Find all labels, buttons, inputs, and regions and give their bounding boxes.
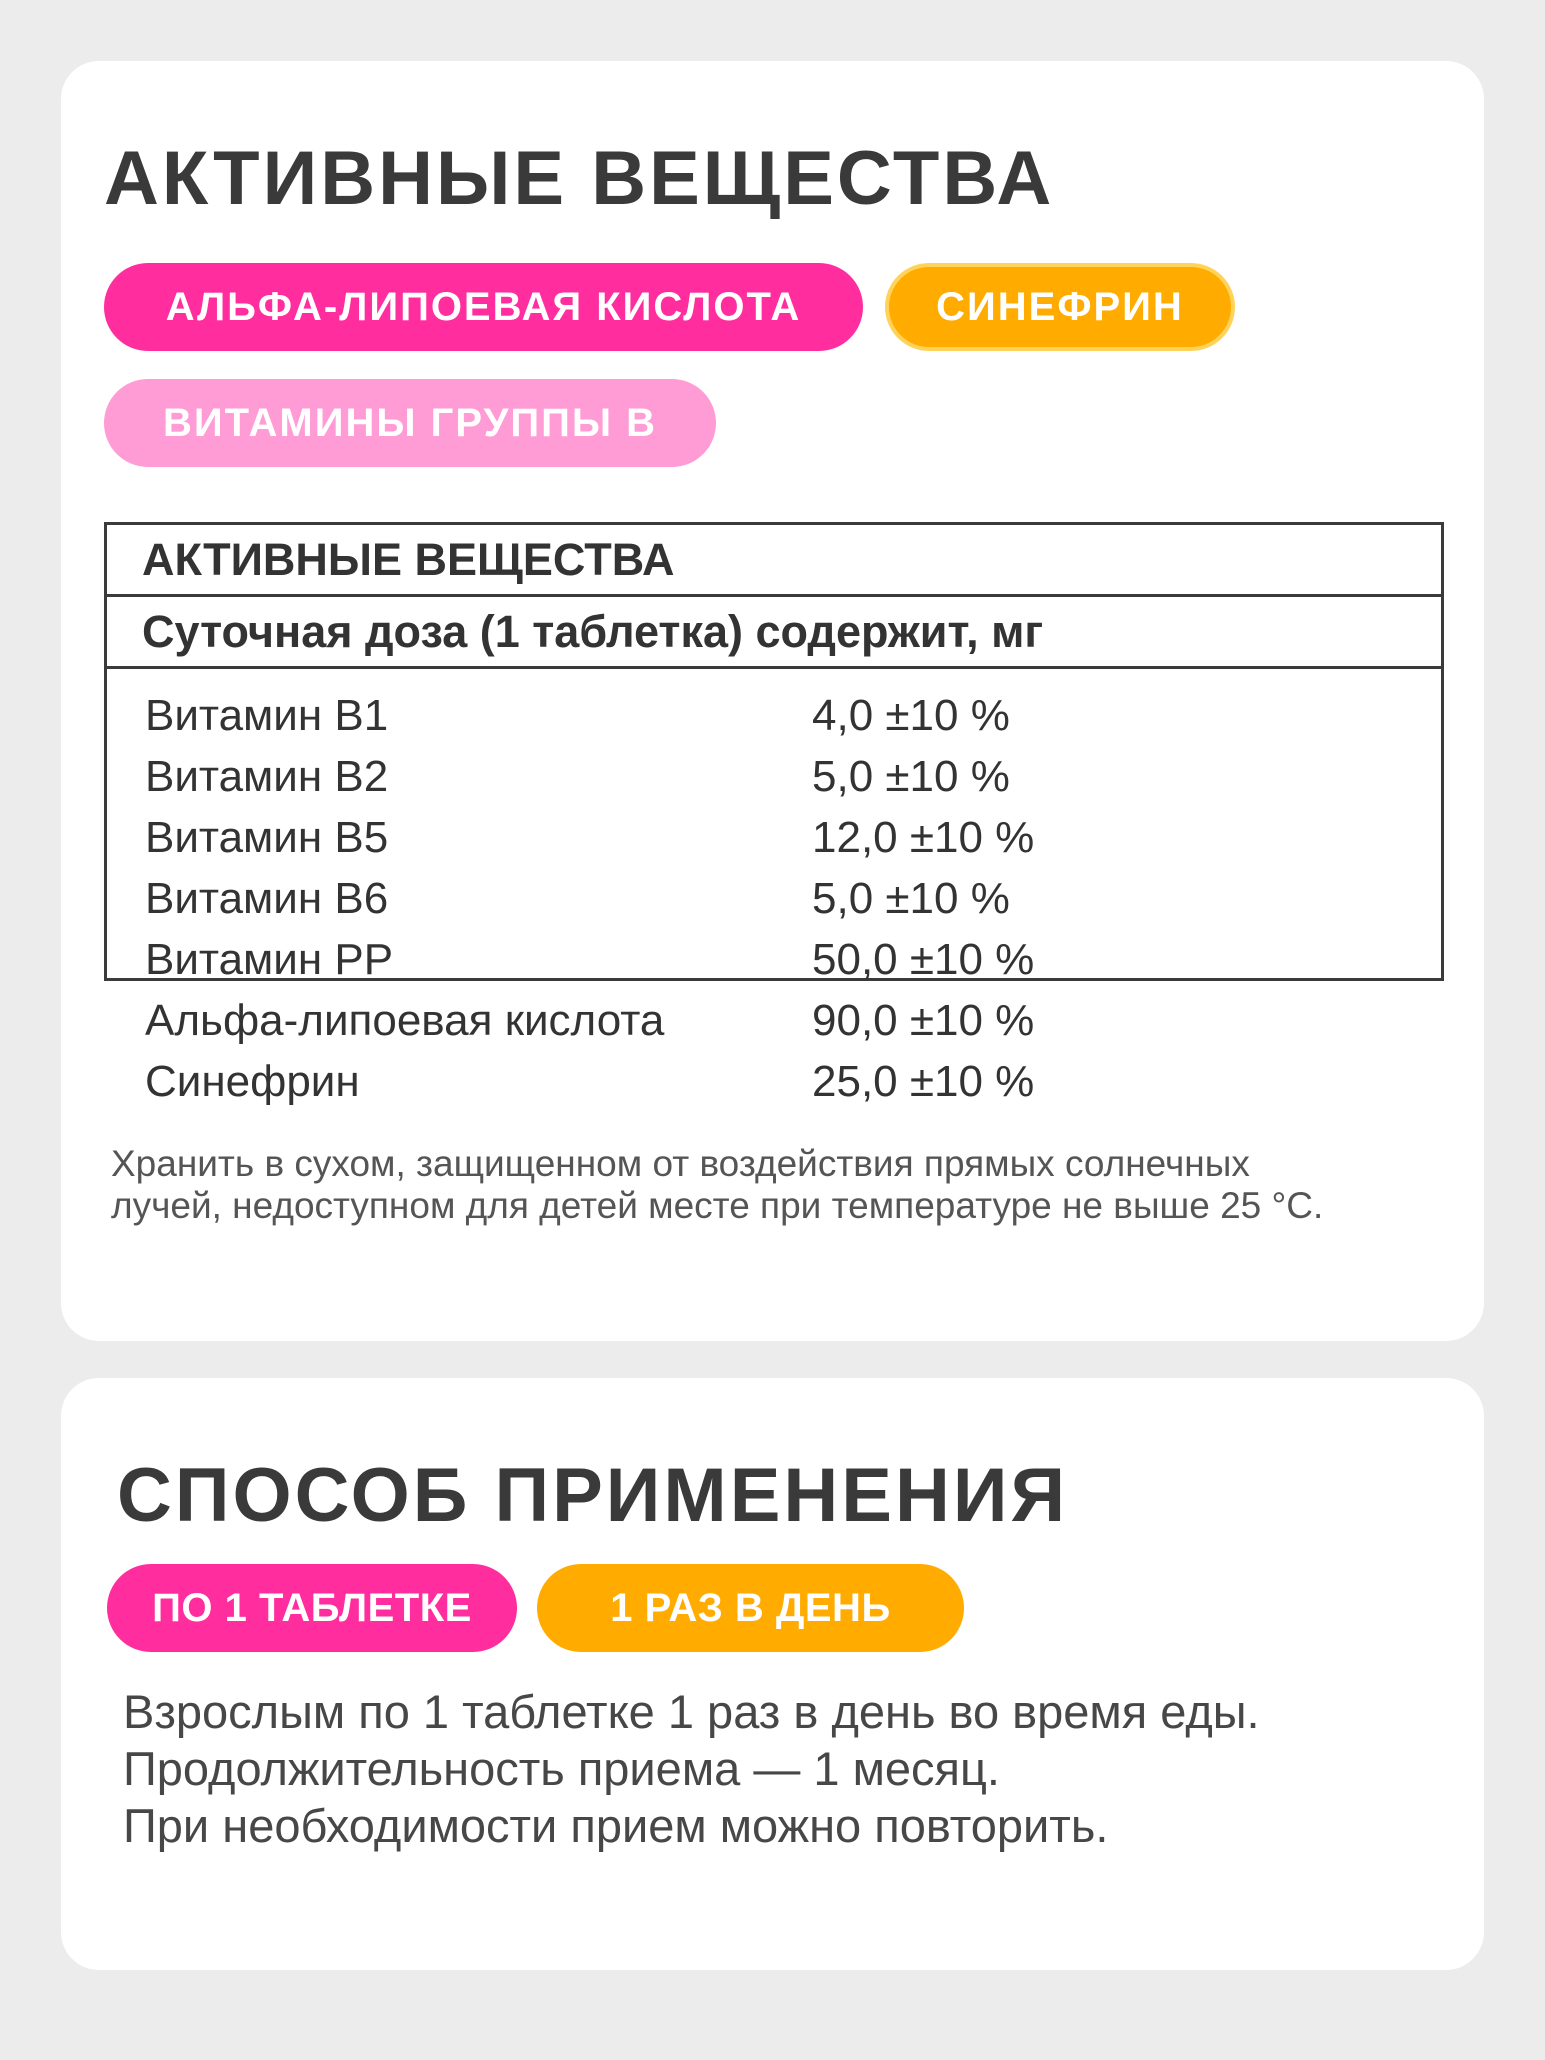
tag-b-vitamins: ВИТАМИНЫ ГРУППЫ В — [104, 379, 716, 467]
ingredient-name: Альфа-липоевая кислота — [145, 995, 665, 1045]
ingredient-amount: 5,0 ±10 % — [812, 751, 1010, 801]
usage-title: СПОСОБ ПРИМЕНЕНИЯ — [117, 1453, 1069, 1538]
ingredient-amount: 5,0 ±10 % — [812, 873, 1010, 923]
usage-instructions — [123, 1683, 1260, 1854]
tag-once-a-day: 1 РАЗ В ДЕНЬ — [537, 1564, 964, 1652]
composition-table-subheader: Суточная доза (1 таблетка) содержит, мг — [107, 597, 1441, 669]
composition-table — [104, 522, 1444, 1106]
ingredient-amount: 50,0 ±10 % — [812, 934, 1035, 984]
ingredient-name: Витамин B6 — [145, 873, 389, 923]
table-row — [107, 1051, 1441, 1112]
tag-one-tablet: ПО 1 ТАБЛЕТКЕ — [107, 1564, 517, 1652]
ingredient-amount: 90,0 ±10 % — [812, 995, 1035, 1045]
usage-card — [61, 1378, 1484, 1970]
composition-table-header: АКТИВНЫЕ ВЕЩЕСТВА — [107, 525, 1441, 597]
table-row — [107, 746, 1441, 807]
ingredient-name: Витамин B1 — [145, 690, 389, 740]
ingredient-name: Витамин PP — [145, 934, 394, 984]
tag-synephrine: СИНЕФРИН — [885, 263, 1235, 351]
ingredient-amount: 4,0 ±10 % — [812, 690, 1010, 740]
storage-note — [111, 1143, 1451, 1227]
usage-line: Взрослым по 1 таблетке 1 раз в день во время еды. — [123, 1685, 1260, 1738]
usage-line: При необходимости прием можно повторить. — [123, 1799, 1109, 1852]
storage-note-line: Хранить в сухом, защищенном от воздействия прямых солнечных — [111, 1143, 1250, 1184]
ingredient-name: Витамин B5 — [145, 812, 389, 862]
table-row — [107, 685, 1441, 746]
ingredient-name: Витамин B2 — [145, 751, 389, 801]
usage-line: Продолжительность приема — 1 месяц. — [123, 1742, 1000, 1795]
storage-note-line: лучей, недоступном для детей месте при температуре не выше 25 °C. — [111, 1185, 1324, 1226]
ingredient-amount: 25,0 ±10 % — [812, 1056, 1035, 1106]
ingredient-amount: 12,0 ±10 % — [812, 812, 1035, 862]
active-substances-card — [61, 61, 1484, 1341]
active-substances-title: АКТИВНЫЕ ВЕЩЕСТВА — [104, 136, 1055, 221]
composition-table-body — [107, 669, 1441, 1112]
tag-alpha-lipoic-acid: АЛЬФА-ЛИПОЕВАЯ КИСЛОТА — [104, 263, 863, 351]
table-row — [107, 990, 1441, 1051]
table-row — [107, 807, 1441, 868]
table-row — [107, 929, 1441, 990]
ingredient-name: Синефрин — [145, 1056, 360, 1106]
table-row — [107, 868, 1441, 929]
